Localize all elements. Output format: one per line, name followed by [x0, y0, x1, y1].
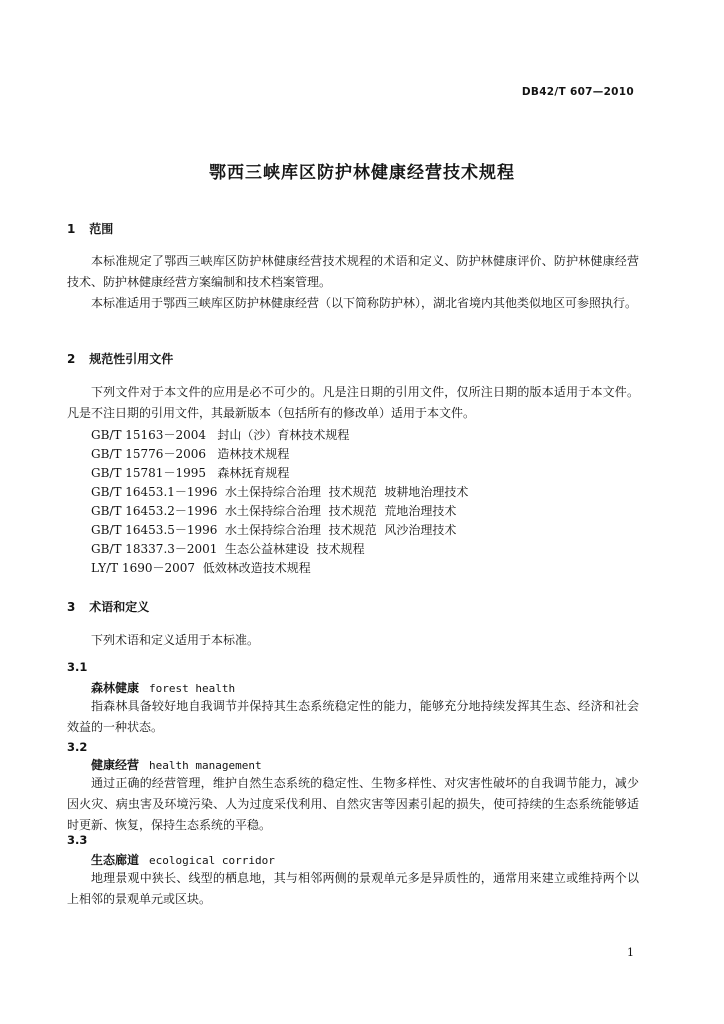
term-definition: 地理景观中狭长、线型的栖息地，其与相邻两侧的景观单元多是异质性的，通常用来建立或维持两个以上相邻的景观单元或区块。 — [67, 871, 639, 906]
reference-item: GB/T 16453.2－1996 水土保持综合治理 技术规范 荒地治理技术 — [91, 504, 457, 518]
reference-item: GB/T 15781－1995 森林抚育规程 — [91, 466, 290, 480]
reference-item: LY/T 1690－2007 低效林改造技术规程 — [91, 561, 311, 575]
term-chinese: 健康经营 — [91, 758, 140, 772]
term-definition: 指森林具备较好地自我调节并保持其生态系统稳定性的能力，能够充分地持续发挥其生态、经济和社会效益的一种状态。 — [67, 699, 639, 734]
reference-item: GB/T 15163－2004 封山（沙）育林技术规程 — [91, 428, 350, 442]
scope-paragraph-1: 本标准规定了鄂西三峡库区防护林健康经营技术规程的术语和定义、防护林健康评价、防护林健康经营技术、防护林健康经营方案编制和技术档案管理。 — [67, 254, 639, 289]
section-number: 2 — [67, 352, 76, 366]
document-title: 鄂西三峡库区防护林健康经营技术规程 — [209, 163, 515, 183]
reference-item: GB/T 16453.5－1996 水土保持综合治理 技术规范 风沙治理技术 — [91, 523, 457, 537]
standard-code: DB42/T 607—2010 — [521, 86, 634, 98]
term-chinese: 生态廊道 — [91, 853, 140, 867]
reference-item: GB/T 18337.3－2001 生态公益林建设 技术规程 — [91, 542, 365, 556]
reference-item: GB/T 15776－2006 造林技术规程 — [91, 447, 290, 461]
references-intro: 下列文件对于本文件的应用是必不可少的。凡是注日期的引用文件，仅所注日期的版本适用于本文件。凡是不注日期的引用文件，其最新版本（包括所有的修改单）适用于本文件。 — [67, 385, 639, 420]
term-english: ecological corridor — [149, 854, 275, 867]
scope-paragraph-2: 本标准适用于鄂西三峡库区防护林健康经营（以下简称防护林），湖北省境内其他类似地区可参照执行。 — [91, 296, 638, 310]
section-3-heading — [67, 598, 149, 615]
page-number: 1 — [627, 946, 634, 959]
term-heading — [91, 851, 275, 868]
term-english: forest health — [149, 682, 236, 695]
section-title: 范围 — [89, 222, 114, 236]
section-1-heading — [67, 220, 113, 237]
term-heading — [91, 756, 262, 773]
term-number: 3.3 — [67, 833, 88, 847]
term-number: 3.2 — [67, 740, 88, 754]
section-2-heading — [67, 350, 173, 367]
terms-intro: 下列术语和定义适用于本标准。 — [91, 633, 260, 647]
term-definition: 通过正确的经营管理，维护自然生态系统的稳定性、生物多样性、对灾害性破坏的自我调节能力，减少因火灾、病虫害及环境污染、人为过度采伐利用、自然灾害等因素引起的损失，使可持续的生态系统能够适时更新、恢复，保持生态系统的平稳。 — [67, 776, 639, 832]
term-chinese: 森林健康 — [91, 681, 140, 695]
term-english: health management — [149, 759, 262, 772]
section-title: 规范性引用文件 — [89, 352, 174, 366]
term-heading — [91, 679, 235, 696]
term-number: 3.1 — [67, 660, 88, 674]
section-number: 3 — [67, 600, 76, 614]
reference-item: GB/T 16453.1－1996 水土保持综合治理 技术规范 坡耕地治理技术 — [91, 485, 469, 499]
section-number: 1 — [67, 222, 76, 236]
section-title: 术语和定义 — [89, 600, 150, 614]
